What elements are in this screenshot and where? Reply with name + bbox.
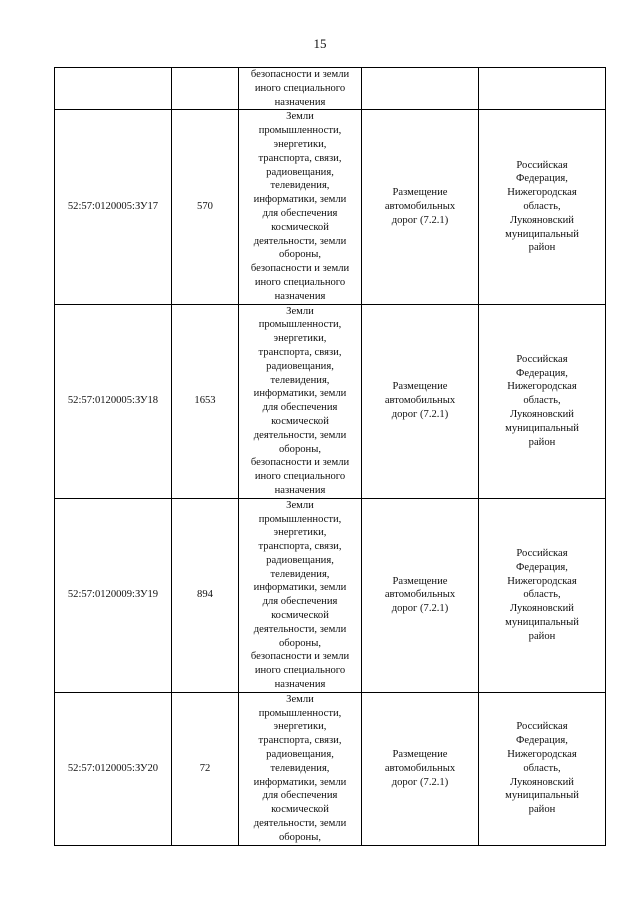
table-row bbox=[55, 68, 606, 110]
land-category-line: обороны, bbox=[278, 831, 321, 843]
location-line: область, bbox=[523, 201, 561, 213]
permitted-use-line: дорог (7.2.1) bbox=[391, 603, 449, 615]
land-category-line: деятельности, земли bbox=[253, 818, 347, 830]
permitted-use-line: автомобильных bbox=[384, 589, 456, 601]
land-plots-table bbox=[54, 67, 606, 846]
cadastral-number-cell: 52:57:0120009:ЗУ19 bbox=[55, 498, 172, 692]
land-category-line: космической bbox=[271, 221, 329, 233]
land-category-line: радиовещания, bbox=[266, 554, 334, 566]
land-category-line: энергетики, bbox=[273, 721, 327, 733]
land-category-line: космической bbox=[271, 804, 329, 816]
location-line: муниципальный bbox=[505, 422, 579, 434]
land-category-cell bbox=[239, 692, 362, 845]
land-category-line: информатики, земли bbox=[253, 194, 347, 206]
land-category-line: транспорта, связи, bbox=[258, 541, 342, 553]
land-category-line: для обеспечения bbox=[262, 207, 338, 219]
permitted-use-cell bbox=[362, 498, 479, 692]
location-line: Федерация, bbox=[516, 561, 568, 573]
cadastral-number-cell: 52:57:0120005:ЗУ18 bbox=[55, 304, 172, 498]
permitted-use-line: Размещение bbox=[392, 749, 448, 761]
land-category-cell bbox=[239, 68, 362, 110]
location-cell bbox=[479, 498, 606, 692]
permitted-use-line: дорог (7.2.1) bbox=[391, 409, 449, 421]
location-line: Федерация, bbox=[516, 735, 568, 747]
permitted-use-cell bbox=[362, 692, 479, 845]
location-line: Российская bbox=[516, 353, 568, 365]
cadastral-number-cell bbox=[55, 68, 172, 110]
land-category-line: телевидения, bbox=[270, 374, 330, 386]
land-category-line: для обеспечения bbox=[262, 790, 338, 802]
page-number: 15 bbox=[313, 36, 327, 51]
land-category-line: радиовещания, bbox=[266, 749, 334, 761]
land-category-cell bbox=[239, 110, 362, 304]
land-category-line: безопасности и земли bbox=[250, 263, 350, 275]
land-category-cell bbox=[239, 498, 362, 692]
location-line: район bbox=[528, 630, 556, 642]
location-line: район bbox=[528, 804, 556, 816]
land-category-line: назначения bbox=[274, 290, 326, 302]
table-row bbox=[55, 304, 606, 498]
permitted-use-line: автомобильных bbox=[384, 201, 456, 213]
location-line: Российская bbox=[516, 159, 568, 171]
land-category-line: иного специального bbox=[254, 665, 346, 677]
location-line: Нижегородская bbox=[507, 381, 577, 393]
land-category-line: информатики, земли bbox=[253, 582, 347, 594]
location-line: область, bbox=[523, 395, 561, 407]
location-line: Лукояновский bbox=[510, 409, 574, 421]
location-line: Лукояновский bbox=[510, 603, 574, 615]
location-line: Нижегородская bbox=[507, 187, 577, 199]
permitted-use-line: дорог (7.2.1) bbox=[391, 776, 449, 788]
land-category-line: информатики, земли bbox=[253, 388, 347, 400]
area-cell: 570 bbox=[172, 110, 239, 304]
location-cell bbox=[479, 68, 606, 110]
land-category-line: телевидения, bbox=[270, 762, 330, 774]
land-category-line: безопасности и земли bbox=[250, 69, 350, 80]
land-category-line: промышленности, bbox=[258, 319, 342, 331]
land-category-line: энергетики, bbox=[273, 333, 327, 345]
land-category-line: промышленности, bbox=[258, 513, 342, 525]
location-line: район bbox=[528, 436, 556, 448]
land-category-line: иного специального bbox=[254, 471, 346, 483]
cadastral-number-cell: 52:57:0120005:ЗУ17 bbox=[55, 110, 172, 304]
location-line: Нижегородская bbox=[507, 575, 577, 587]
land-category-line: назначения bbox=[274, 96, 326, 108]
land-category-line: телевидения, bbox=[270, 568, 330, 580]
location-line: область, bbox=[523, 762, 561, 774]
land-category-cell bbox=[239, 304, 362, 498]
land-category-line: Земли bbox=[286, 111, 314, 123]
location-line: Лукояновский bbox=[510, 776, 574, 788]
land-category-line: радиовещания, bbox=[266, 166, 334, 178]
location-line: муниципальный bbox=[505, 790, 579, 802]
location-line: Федерация, bbox=[516, 367, 568, 379]
table-row bbox=[55, 498, 606, 692]
land-category-line: промышленности, bbox=[258, 125, 342, 137]
land-category-line: деятельности, земли bbox=[253, 429, 347, 441]
land-category-line: иного специального bbox=[254, 82, 346, 94]
land-category-line: обороны, bbox=[278, 443, 321, 455]
location-line: Нижегородская bbox=[507, 749, 577, 761]
area-cell: 72 bbox=[172, 692, 239, 845]
land-category-line: Земли bbox=[286, 693, 314, 705]
land-category-line: деятельности, земли bbox=[253, 235, 347, 247]
land-category-line: безопасности и земли bbox=[250, 457, 350, 469]
land-category-line: для обеспечения bbox=[262, 402, 338, 414]
permitted-use-line: Размещение bbox=[392, 381, 448, 393]
location-cell bbox=[479, 692, 606, 845]
land-category-line: транспорта, связи, bbox=[258, 735, 342, 747]
area-cell: 894 bbox=[172, 498, 239, 692]
permitted-use-line: Размещение bbox=[392, 575, 448, 587]
permitted-use-line: Размещение bbox=[392, 187, 448, 199]
land-category-line: транспорта, связи, bbox=[258, 152, 342, 164]
cadastral-number-cell: 52:57:0120005:ЗУ20 bbox=[55, 692, 172, 845]
land-category-line: транспорта, связи, bbox=[258, 346, 342, 358]
area-cell bbox=[172, 68, 239, 110]
land-category-line: Земли bbox=[286, 499, 314, 511]
location-line: муниципальный bbox=[505, 616, 579, 628]
land-category-line: телевидения, bbox=[270, 180, 330, 192]
location-line: район bbox=[528, 242, 556, 254]
location-line: муниципальный bbox=[505, 228, 579, 240]
land-category-line: безопасности и земли bbox=[250, 651, 350, 663]
location-line: Федерация, bbox=[516, 173, 568, 185]
table-row bbox=[55, 110, 606, 304]
land-category-line: энергетики, bbox=[273, 527, 327, 539]
land-category-line: энергетики, bbox=[273, 138, 327, 150]
location-cell bbox=[479, 304, 606, 498]
permitted-use-cell bbox=[362, 110, 479, 304]
land-category-line: космической bbox=[271, 415, 329, 427]
location-line: Лукояновский bbox=[510, 214, 574, 226]
permitted-use-cell bbox=[362, 68, 479, 110]
location-cell bbox=[479, 110, 606, 304]
location-line: область, bbox=[523, 589, 561, 601]
land-category-line: промышленности, bbox=[258, 707, 342, 719]
land-category-line: Земли bbox=[286, 305, 314, 317]
permitted-use-line: автомобильных bbox=[384, 762, 456, 774]
land-category-line: радиовещания, bbox=[266, 360, 334, 372]
land-category-line: назначения bbox=[274, 679, 326, 691]
area-cell: 1653 bbox=[172, 304, 239, 498]
permitted-use-cell bbox=[362, 304, 479, 498]
land-category-line: космической bbox=[271, 610, 329, 622]
land-category-line: информатики, земли bbox=[253, 776, 347, 788]
location-line: Российская bbox=[516, 721, 568, 733]
land-category-line: деятельности, земли bbox=[253, 623, 347, 635]
land-category-line: обороны, bbox=[278, 249, 321, 261]
land-category-line: для обеспечения bbox=[262, 596, 338, 608]
land-category-line: обороны, bbox=[278, 637, 321, 649]
land-category-line: назначения bbox=[274, 484, 326, 496]
location-line: Российская bbox=[516, 547, 568, 559]
table-row bbox=[55, 692, 606, 845]
land-category-line: иного специального bbox=[254, 276, 346, 288]
permitted-use-line: дорог (7.2.1) bbox=[391, 214, 449, 226]
permitted-use-line: автомобильных bbox=[384, 395, 456, 407]
